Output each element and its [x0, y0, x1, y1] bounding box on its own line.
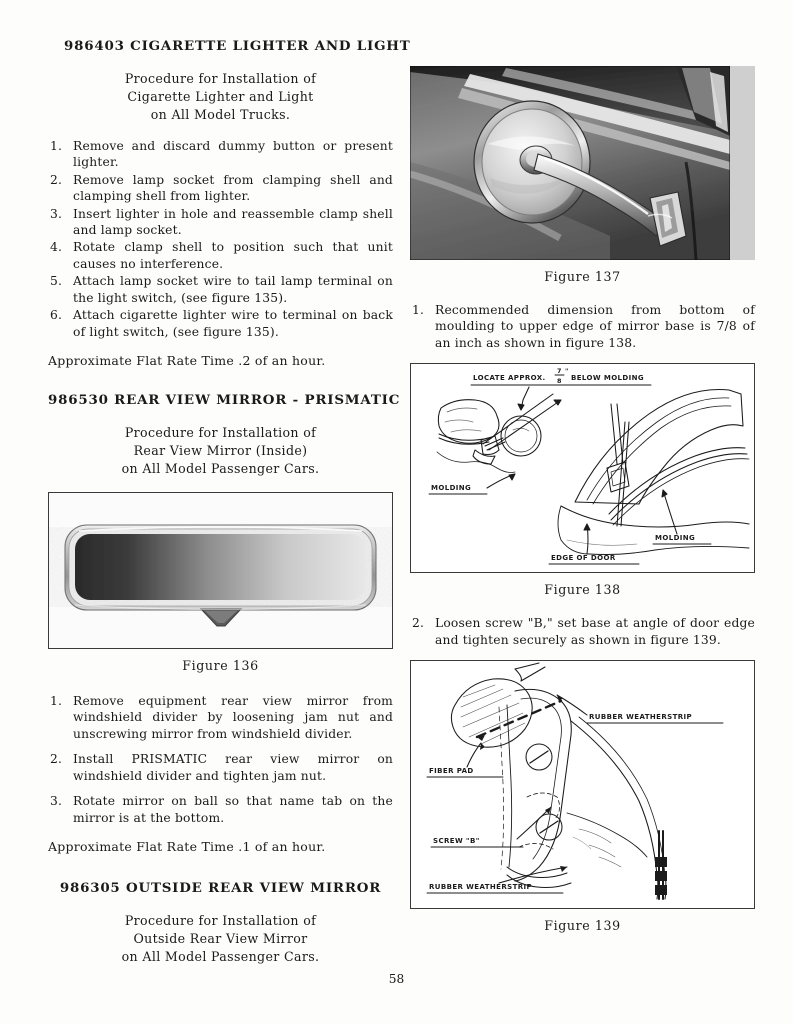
list-item	[48, 273, 393, 306]
figure-139-caption: Figure 139	[544, 918, 621, 934]
section2-step-list	[48, 693, 393, 826]
subhead-line: Rear View Mirror (Inside)	[133, 443, 308, 459]
section1-subheading	[48, 70, 393, 124]
step-text: Rotate clamp shell to position such that unit causes no interference.	[73, 240, 393, 271]
annotation-suffix: BELOW MOLDING	[571, 374, 645, 383]
section1-flat-rate: Approximate Flat Rate Time .2 of an hour.	[48, 353, 326, 369]
section1-step-list	[48, 138, 393, 341]
step-number: 4.	[50, 240, 63, 255]
section3-subheading	[48, 912, 393, 966]
figure-139-label-fiber-pad: FIBER PAD	[429, 767, 474, 776]
list-item	[48, 206, 393, 239]
figure-138-label-molding-right: MOLDING	[655, 534, 696, 543]
list-item	[410, 615, 755, 648]
step-number: 2.	[50, 752, 63, 767]
annotation-unit: "	[565, 367, 569, 376]
annotation-fraction-denominator: 8	[557, 377, 562, 386]
step-text: Remove equipment rear view mirror from windshield divider by loosening jam nut and unscrewing mirror from windshield divider.	[73, 693, 393, 741]
figure-138-image	[410, 363, 755, 573]
subhead-line: Procedure for Installation of	[124, 71, 317, 86]
step-number: 1.	[50, 693, 63, 708]
step-text: Rotate mirror on ball so that name tab on the mirror is at the bottom.	[73, 794, 393, 825]
step-text: Insert lighter in hole and reassemble clamp shell and lamp socket.	[73, 206, 393, 237]
subhead-line: on All Model Passenger Cars.	[121, 948, 320, 964]
figure-139-label-screw-b: SCREW "B"	[433, 837, 480, 846]
step-number: 1.	[412, 303, 425, 317]
list-item	[48, 793, 393, 826]
figure-137-image	[410, 66, 755, 260]
step-text: Install PRISMATIC rear view mirror on windshield divider and tighten jam nut.	[73, 752, 393, 783]
step-text: Attach cigarette lighter wire to terminal on back of light switch, (see figure 135).	[73, 308, 393, 339]
section-heading-rear-view-mirror-prismatic: 986530 REAR VIEW MIRROR - PRISMATIC	[48, 392, 401, 409]
subhead-line: Procedure for Installation of	[124, 913, 317, 929]
figure-137-caption: Figure 137	[544, 269, 621, 284]
figure-139-label-rubber-weatherstrip-lower: RUBBER WEATHERSTRIP	[429, 883, 533, 892]
list-item	[48, 693, 393, 742]
subhead-line: Outside Rear View Mirror	[133, 931, 308, 947]
subhead-line: Procedure for Installation of	[124, 425, 317, 441]
figure-139-image	[410, 660, 755, 909]
subhead-line: on All Model Trucks.	[150, 106, 291, 122]
step-number: 6.	[50, 308, 63, 323]
step-number: 2.	[412, 616, 425, 631]
figure-139-label-rubber-weatherstrip-upper: RUBBER WEATHERSTRIP	[589, 713, 693, 722]
step-text: Recommended dimension from bottom of moulding to upper edge of mirror base is 7/8 of an inch as shown in figure 138.	[435, 303, 755, 350]
section-heading-cigarette-lighter: 986403 CIGARETTE LIGHTER AND LIGHT	[64, 38, 411, 54]
right-step-1-list	[410, 302, 755, 351]
figure-136-caption: Figure 136	[182, 657, 259, 673]
list-item	[410, 302, 755, 351]
mirror-base-screw-b-diagram	[411, 661, 752, 908]
right-column	[410, 66, 755, 933]
step-text: Attach lamp socket wire to tail lamp terminal on the light switch, (see figure 135).	[73, 274, 393, 305]
list-item	[48, 307, 393, 340]
step-number: 1.	[50, 138, 63, 153]
list-item	[48, 751, 393, 784]
step-text: Loosen screw "B," set base at angle of door edge and tighten securely as shown in figure 139.	[435, 616, 755, 647]
figure-136-image	[48, 492, 393, 649]
list-item	[48, 138, 393, 171]
subhead-line: Cigarette Lighter and Light	[127, 88, 314, 104]
step-number: 2.	[50, 172, 63, 187]
step-number: 5.	[50, 274, 63, 289]
outside-mirror-photograph	[410, 66, 730, 260]
step-text: Remove and discard dummy button or present lighter.	[73, 138, 393, 170]
section-heading-outside-rear-view-mirror: 986305 OUTSIDE REAR VIEW MIRROR	[59, 880, 382, 897]
right-step-2-list	[410, 615, 755, 648]
page-number: 58	[388, 972, 405, 986]
section2-flat-rate: Approximate Flat Rate Time .1 of an hour.	[48, 839, 326, 855]
inside-mirror-illustration	[49, 493, 392, 648]
annotation-fraction-numerator: 7	[557, 367, 562, 376]
list-item	[48, 239, 393, 272]
mirror-base-location-diagram	[411, 364, 752, 572]
step-text: Remove lamp socket from clamping shell and clamping shell from lighter.	[73, 172, 393, 204]
figure-138-caption: Figure 138	[544, 582, 621, 598]
figure-138-label-molding-left: MOLDING	[431, 484, 472, 493]
section2-subheading	[48, 424, 393, 478]
annotation-prefix: LOCATE APPROX.	[473, 374, 546, 383]
step-number: 3.	[50, 206, 63, 221]
subhead-line: on All Model Passenger Cars.	[121, 461, 320, 476]
figure-138-label-edge-of-door: EDGE OF DOOR	[551, 554, 616, 563]
step-number: 3.	[50, 794, 63, 809]
list-item	[48, 172, 393, 205]
